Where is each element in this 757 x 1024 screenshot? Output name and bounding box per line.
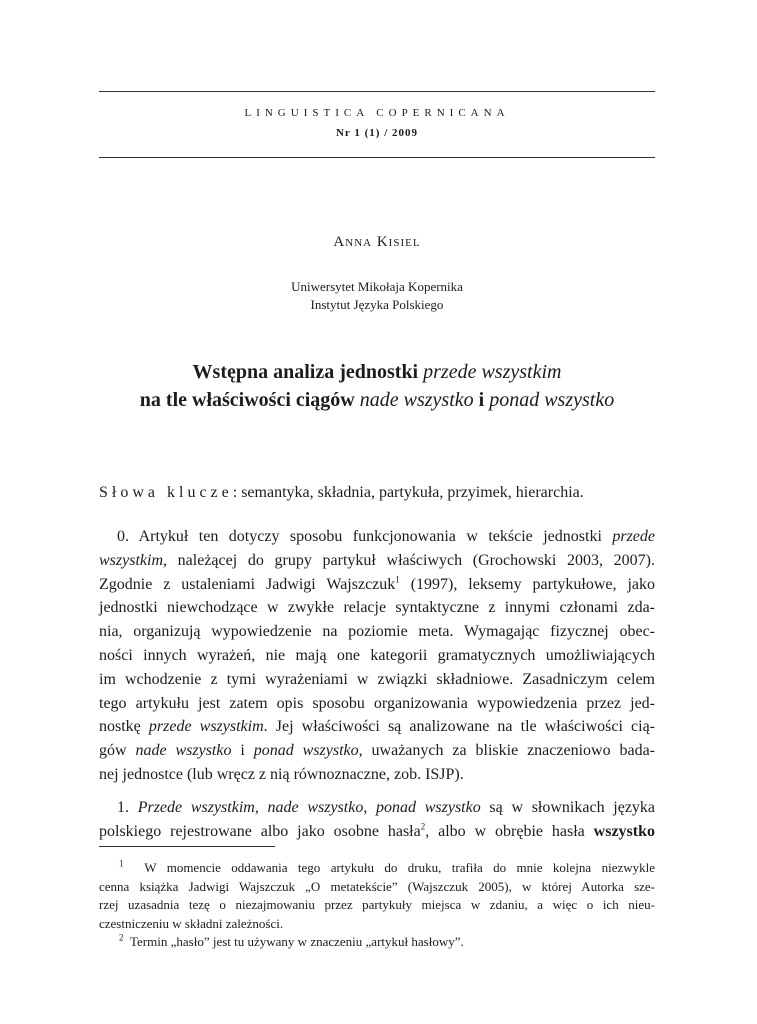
- text-line: jednostki niewchodzące w zwykłe relacje syntaktyczne z innymi członami zda-: [99, 599, 655, 617]
- title-line-1: Wstępna analiza jednostki przede wszystkim: [192, 361, 562, 383]
- keywords: [99, 482, 655, 504]
- journal-name: LINGUISTICA COPERNICANA: [244, 107, 510, 119]
- text-line: ności innych wyrażeń, nie mają one kategorii gramatycznych umożliwiających: [99, 646, 655, 664]
- text-line: 1. Przede wszystkim, nade wszystko, ponad wszystko są w słownikach języka: [117, 799, 656, 816]
- journal-issue: Nr 1 (1) / 2009: [335, 127, 418, 139]
- header-top-rule: [99, 91, 655, 92]
- text-line: polskiego rejestrowane albo jako osobne hasła$^2$, albo w obrębie hasła wszystko: [99, 821, 656, 840]
- text-line: nej jednostce (lub wręcz z nią równoznaczne, zob. ISJP).: [99, 765, 464, 783]
- footnote-ref-1[interactable]: 1: [395, 574, 400, 585]
- text-line: 0. Artykuł ten dotyczy sposobu funkcjonowania w tekście jednostki przede: [117, 528, 655, 545]
- header-bottom-rule: [99, 157, 655, 158]
- text-line: nia, organizują wypowiedzenie na poziomie meta. Wymagając fizycznej obec-: [99, 623, 655, 641]
- paragraph-1: [99, 796, 655, 844]
- text-line: gów nade wszystko i ponad wszystko, uważanych za bliskie znaczeniowo bada-: [99, 742, 656, 760]
- keywords-text: : semantyka, składnia, partykuła, przyimek, hierarchia.: [232, 484, 584, 501]
- paragraph-0: [99, 525, 655, 787]
- affiliation-institute: Instytut Języka Polskiego: [310, 297, 444, 312]
- text-line: wszystkim, należącej do grupy partykuł właściwych (Grochowski 2003, 2007).: [99, 551, 655, 569]
- footnote-separator: [99, 846, 275, 847]
- footnote-1: $^1$ W momencie oddawania tego artykułu do druku, trafiła do mnie kolejna niezwykle: [119, 858, 655, 875]
- footnote-ref-2[interactable]: 2: [420, 821, 426, 832]
- text-line: tego artykułu jest zatem opis sposobu organizowania wypowiedzenia przez jed-: [99, 694, 655, 712]
- text-line: rzej uzasadnia tezę o niezajmowaniu przez partykuły miejsca w zdaniu, a więc o ich nieu-: [99, 897, 655, 913]
- text-line: im wchodzenie z tymi wyrażeniami w związki składniowe. Zasadniczym celem: [99, 670, 655, 688]
- text-line: czestniczeniu w składni zależności.: [99, 915, 284, 931]
- text-line: nostkę przede wszystkim. Jej właściwości są analizowane na tle właściwości cią-: [99, 718, 656, 736]
- text-line: Zgodnie z ustaleniami Jadwigi Wajszczuk$^1$ (1997), leksemy partykułowe, jako: [99, 574, 655, 593]
- affiliation: [99, 278, 655, 314]
- footnotes: [99, 859, 655, 952]
- article-title: [99, 358, 655, 414]
- text-line: cenna książka Jadwigi Wajszczuk „O metatekście” (Wajszczuk 2005), w której Autorka sze-: [99, 878, 655, 894]
- keywords-label: Słowa klucze: [99, 484, 233, 501]
- affiliation-university: Uniwersytet Mikołaja Kopernika: [291, 279, 463, 294]
- footnote-2: $^2$ Termin „hasło” jest tu używany w znaczeniu „artykuł hasłowy”.: [119, 933, 464, 950]
- title-line-2: na tle właściwości ciągów nade wszystko i ponad wszystko: [139, 389, 615, 411]
- author-name: Anna Kisiel: [333, 234, 421, 250]
